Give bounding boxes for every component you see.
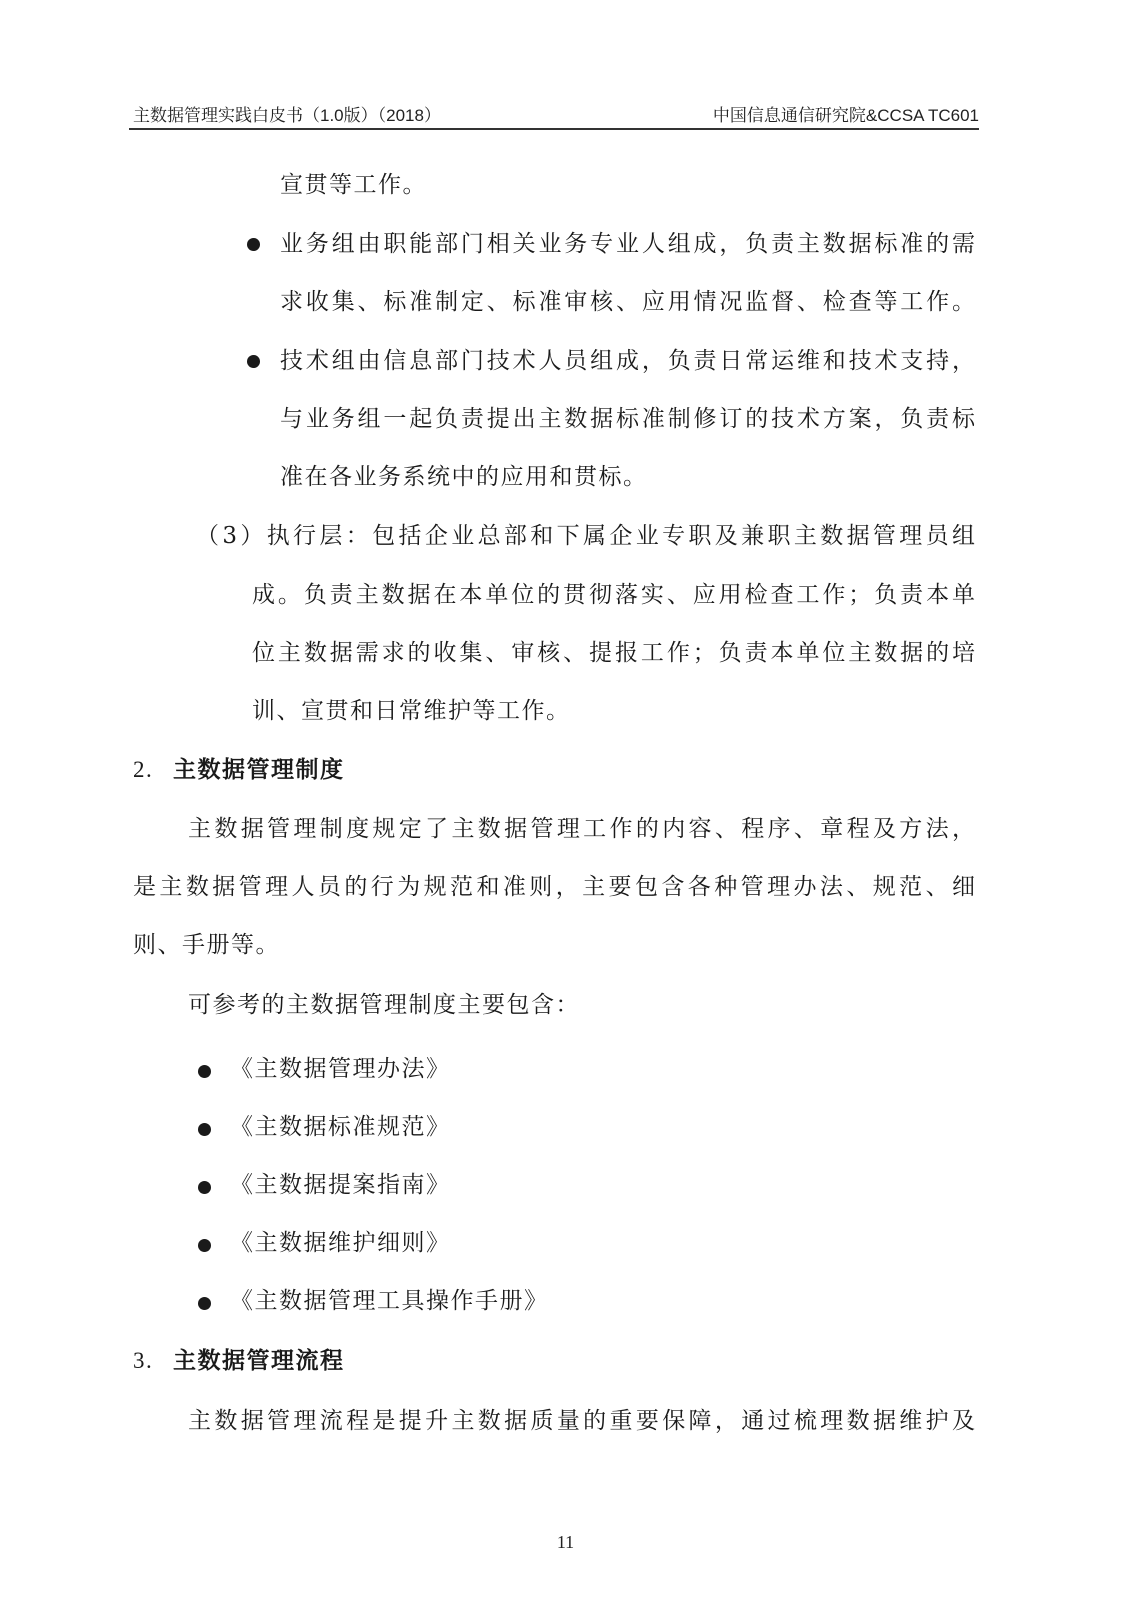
section-2-para-line-3: 则、手册等。 [133,932,280,958]
exec-layer-line-2: 成。负责主数据在本单位的贯彻落实、应用检查工作；负责本单 [252,582,975,608]
bullet-business-line-1: 业务组由职能部门相关业务专业人组成，负责主数据标准的需 [280,231,975,257]
regulation-item: 《主数据维护细则》 [230,1230,451,1256]
regulation-item: 《主数据管理工具操作手册》 [230,1288,549,1314]
section-3-title: 主数据管理流程 [173,1348,345,1374]
header-divider [129,128,979,130]
bullet-tech-line-1: 技术组由信息部门技术人员组成，负责日常运维和技术支持， [280,348,975,374]
regulation-item: 《主数据提案指南》 [230,1172,451,1198]
exec-layer-line-3: 位主数据需求的收集、审核、提报工作；负责本单位主数据的培 [252,640,975,666]
section-2-para-line-1: 主数据管理制度规定了主数据管理工作的内容、程序、章程及方法， [188,816,975,842]
bullet-icon [198,1181,211,1194]
regulation-item: 《主数据标准规范》 [230,1114,451,1140]
section-3-number: 3. [133,1348,154,1373]
bullet-business-line-2: 求收集、标准制定、标准审核、应用情况监督、检查等工作。 [280,289,975,315]
bullet-icon [247,355,260,368]
section-2-intro: 可参考的主数据管理制度主要包含： [188,992,580,1018]
regulation-item: 《主数据管理办法》 [230,1056,451,1082]
header-title: 主数据管理实践白皮书（1.0版）（2018） [133,106,441,125]
bullet-icon [247,238,260,251]
bullet-tech-line-2: 与业务组一起负责提出主数据标准制修订的技术方案，负责标 [280,406,975,432]
page-number: 11 [556,1532,575,1552]
bullet-icon [198,1123,211,1136]
exec-layer-line-1: （3）执行层：包括企业总部和下属企业专职及兼职主数据管理员组 [196,523,975,549]
exec-layer-line-4: 训、宣贯和日常维护等工作。 [252,698,571,724]
section-2-para-line-2: 是主数据管理人员的行为规范和准则，主要包含各种管理办法、规范、细 [133,874,975,900]
header-organization: 中国信息通信研究院&CCSA TC601 [712,106,979,125]
bullet-icon [198,1239,211,1252]
bullet-icon [198,1297,211,1310]
continuation-line: 宣贯等工作。 [280,172,427,198]
section-2-title: 主数据管理制度 [173,757,345,783]
bullet-icon [198,1065,211,1078]
section-2-number: 2. [133,757,154,782]
bullet-tech-line-3: 准在各业务系统中的应用和贯标。 [280,464,648,490]
section-3-para-line-1: 主数据管理流程是提升主数据质量的重要保障，通过梳理数据维护及 [188,1408,975,1434]
